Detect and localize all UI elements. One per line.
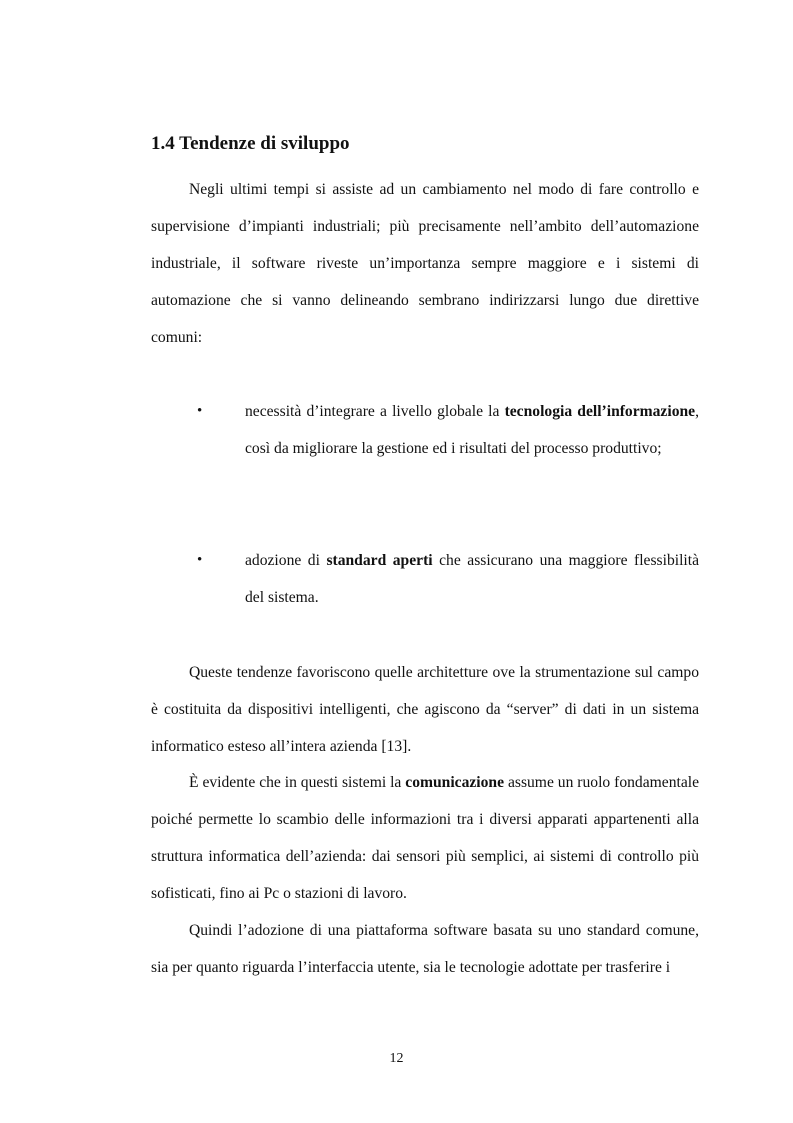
paragraph-text-part: È evidente che in questi sistemi la [189,774,406,791]
bullet-marker: • [197,403,203,419]
bullet-marker: • [197,552,203,568]
paragraph-communication [151,764,699,912]
bullet-text-part: necessità d’integrare a livello globale la [245,403,505,420]
bullet-item-open-standards [245,542,699,616]
paragraph-bold-term: comunicazione [405,774,505,791]
bullet-text-part: , così da migliorare la gestione ed i risultati del processo produttivo; [245,403,699,457]
bullet-text-part: che assicurano una maggiore flessibilità del sistema. [245,552,700,606]
paragraph-platform: Quindi l’adozione di una piattaforma software basata su uno standard comune, sia per quanto riguarda l’interfaccia utente, sia le tecnologie adottate per trasferire i [151,922,699,976]
paragraph-intro: Negli ultimi tempi si assiste ad un cambiamento nel modo di fare controllo e supervisione d’impianti industriali; più precisamente nell’ambito dell’automazione industriale, il software riveste un’importanza sempre maggiore e i sistemi di automazione che si vanno delineando sembrano indirizzarsi lungo due direttive comuni: [151,181,699,346]
paragraph-text-part: assume un ruolo fondamentale poiché permette lo scambio delle informazioni tra i diversi apparati appartenenti alla struttura informatica dell’azienda: dai sensori più semplici, ai sistemi di controllo più sofisticati, fino ai Pc o stazioni di lavoro. [151,774,700,902]
bullet-item-information-technology [245,393,699,467]
section-title: 1.4 Tendenze di sviluppo [151,133,350,154]
page-number: 12 [389,1051,404,1066]
paragraph-trends: Queste tendenze favoriscono quelle architetture ove la strumentazione sul campo è costituita da dispositivi intelligenti, che agiscono da “server” di dati in un sistema informatico esteso all’intera azienda [13]. [151,664,699,755]
bullet-bold-term: standard aperti [326,552,433,569]
bullet-text-part: adozione di [245,552,327,569]
bullet-bold-term: tecnologia dell’informazione [504,403,696,420]
